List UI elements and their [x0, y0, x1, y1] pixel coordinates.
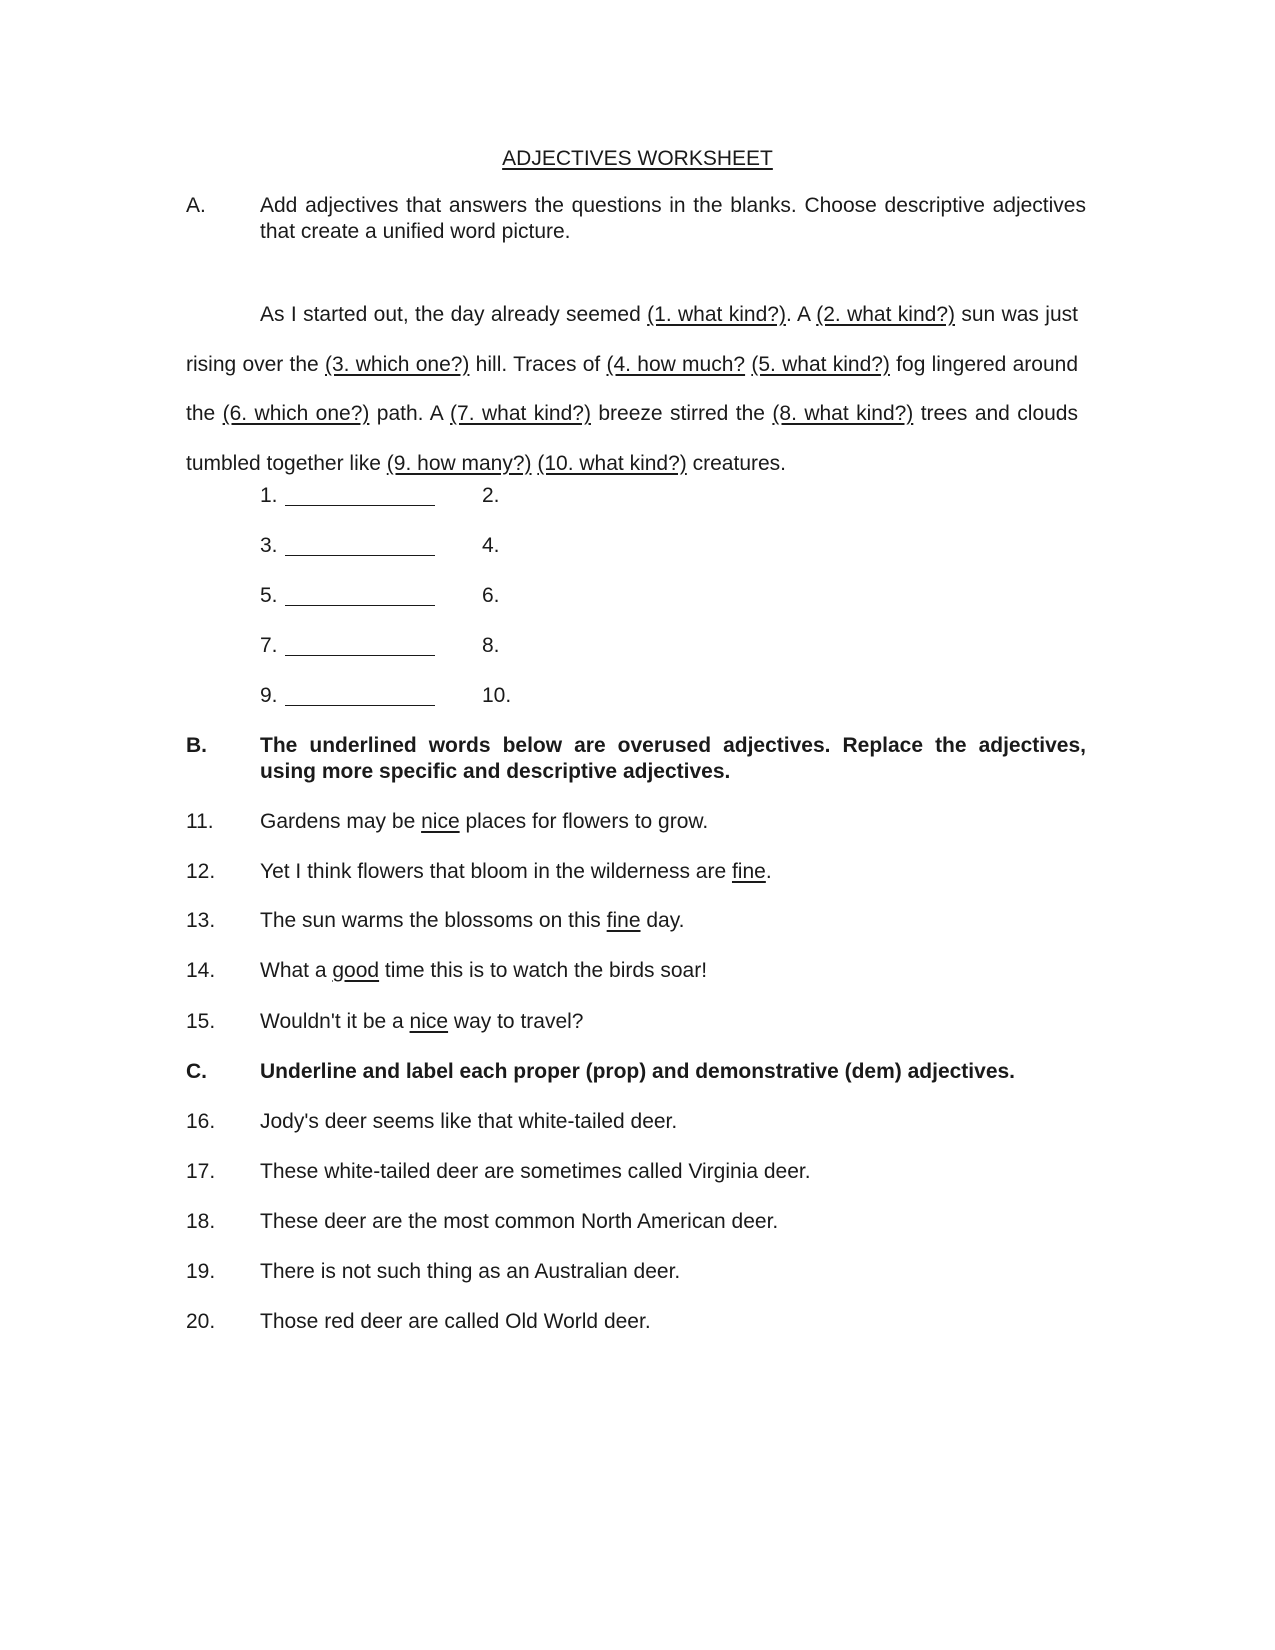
blank-label: 7. [260, 634, 278, 657]
answer-blank-line[interactable] [285, 533, 435, 556]
item-sentence [260, 859, 772, 885]
blank-label: 6. [482, 584, 500, 607]
passage-text: fog lingered around the [186, 352, 1078, 425]
sentence-text: Wouldn't it be a [260, 1010, 410, 1033]
question-prompt: (5. what kind?) [751, 352, 890, 376]
sentence-text: What a [260, 959, 333, 982]
item-number: 11. [186, 810, 214, 833]
passage-text: . A [785, 303, 817, 326]
question-prompt: (4. how much? [606, 352, 746, 376]
underlined-adjective: good [332, 959, 380, 982]
blank-label: 10. [482, 684, 512, 707]
passage-text: sun was just rising over the [186, 303, 1078, 376]
list-item [186, 908, 1086, 934]
sentence-text: . [765, 860, 772, 883]
underlined-adjective: fine [731, 860, 766, 883]
list-item [186, 1309, 1086, 1335]
passage-text: hill. Traces of [469, 352, 607, 376]
sentence-text: The sun warms the blossoms on this [260, 909, 607, 932]
section-c-instruction: Underline and label each proper (prop) and demonstrative (dem) adjectives. [260, 1060, 1016, 1083]
page-title: ADJECTIVES WORKSHEET [502, 147, 773, 170]
passage-text: trees and clouds tumbled together like [186, 402, 1078, 475]
underlined-adjective: nice [409, 1010, 449, 1033]
passage-text: path. A [369, 402, 451, 425]
underlined-adjective: fine [606, 909, 641, 932]
passage-text: breeze stirred the [590, 402, 773, 425]
item-sentence [260, 809, 708, 835]
question-prompt: (6. which one?) [222, 402, 370, 425]
blank-label: 3. [260, 534, 278, 557]
item-number: 19. [186, 1260, 216, 1283]
question-prompt: (7. what kind?) [450, 402, 591, 425]
item-sentence: There is not such thing as an Australian deer. [260, 1260, 681, 1283]
list-item [186, 1109, 1086, 1135]
sentence-text: Gardens may be [260, 810, 422, 833]
list-item [186, 809, 1086, 835]
item-number: 12. [186, 860, 216, 883]
passage-text: As I started out, the day already seemed [260, 303, 648, 326]
sentence-text: places for flowers to grow. [459, 810, 709, 833]
section-b-instruction: The underlined words below are overused adjectives. Replace the adjectives, using more specific and descriptive adjectives. [260, 734, 1086, 783]
question-prompt: (3. which one?) [325, 352, 470, 376]
sentence-text: Yet I think flowers that bloom in the wilderness are [260, 860, 732, 883]
item-number: 18. [186, 1210, 216, 1233]
item-number: 13. [186, 909, 216, 932]
answer-blank-line[interactable] [285, 483, 435, 506]
item-sentence [260, 958, 707, 984]
section-a-letter: A. [186, 194, 206, 217]
underlined-adjective: nice [421, 810, 460, 833]
question-prompt: (8. what kind?) [772, 402, 914, 425]
list-item [186, 1159, 1086, 1185]
section-b-letter: B. [186, 734, 207, 757]
section-a-passage [186, 290, 1078, 488]
answer-blank-line[interactable] [285, 633, 435, 656]
answer-blank-line[interactable] [285, 683, 435, 706]
section-a-instruction: Add adjectives that answers the questions in the blanks. Choose descriptive adjectives that create a unified word picture. [260, 194, 1086, 243]
item-sentence [260, 1009, 583, 1035]
item-number: 17. [186, 1160, 216, 1183]
question-prompt: (1. what kind?) [647, 303, 786, 326]
blank-label: 8. [482, 634, 500, 657]
list-item [186, 1209, 1086, 1235]
sentence-text: way to travel? [448, 1010, 584, 1033]
blank-label: 5. [260, 584, 278, 607]
question-prompt: (9. how many?) [386, 451, 532, 475]
blank-label: 2. [482, 484, 500, 507]
item-sentence [260, 908, 684, 934]
item-number: 14. [186, 959, 216, 982]
list-item [186, 1259, 1086, 1285]
answer-blank-line[interactable] [285, 583, 435, 606]
question-prompt: (10. what kind?) [537, 451, 687, 475]
blank-label: 4. [482, 534, 500, 557]
item-number: 20. [186, 1310, 216, 1333]
item-sentence: These white-tailed deer are sometimes called Virginia deer. [260, 1160, 811, 1183]
item-sentence: Jody's deer seems like that white-tailed deer. [260, 1110, 678, 1133]
list-item [186, 1009, 1086, 1035]
item-sentence: These deer are the most common North American deer. [260, 1210, 779, 1233]
passage-text: creatures. [686, 451, 787, 475]
item-number: 15. [186, 1010, 216, 1033]
item-sentence: Those red deer are called Old World deer. [260, 1310, 651, 1333]
question-prompt: (2. what kind?) [816, 303, 955, 326]
sentence-text: time this is to watch the birds soar! [379, 959, 708, 982]
blank-label: 9. [260, 684, 278, 707]
list-item [186, 958, 1086, 984]
list-item [186, 859, 1086, 885]
sentence-text: day. [640, 909, 685, 932]
section-c-letter: C. [186, 1060, 207, 1083]
item-number: 16. [186, 1110, 216, 1133]
blank-label: 1. [260, 484, 278, 507]
